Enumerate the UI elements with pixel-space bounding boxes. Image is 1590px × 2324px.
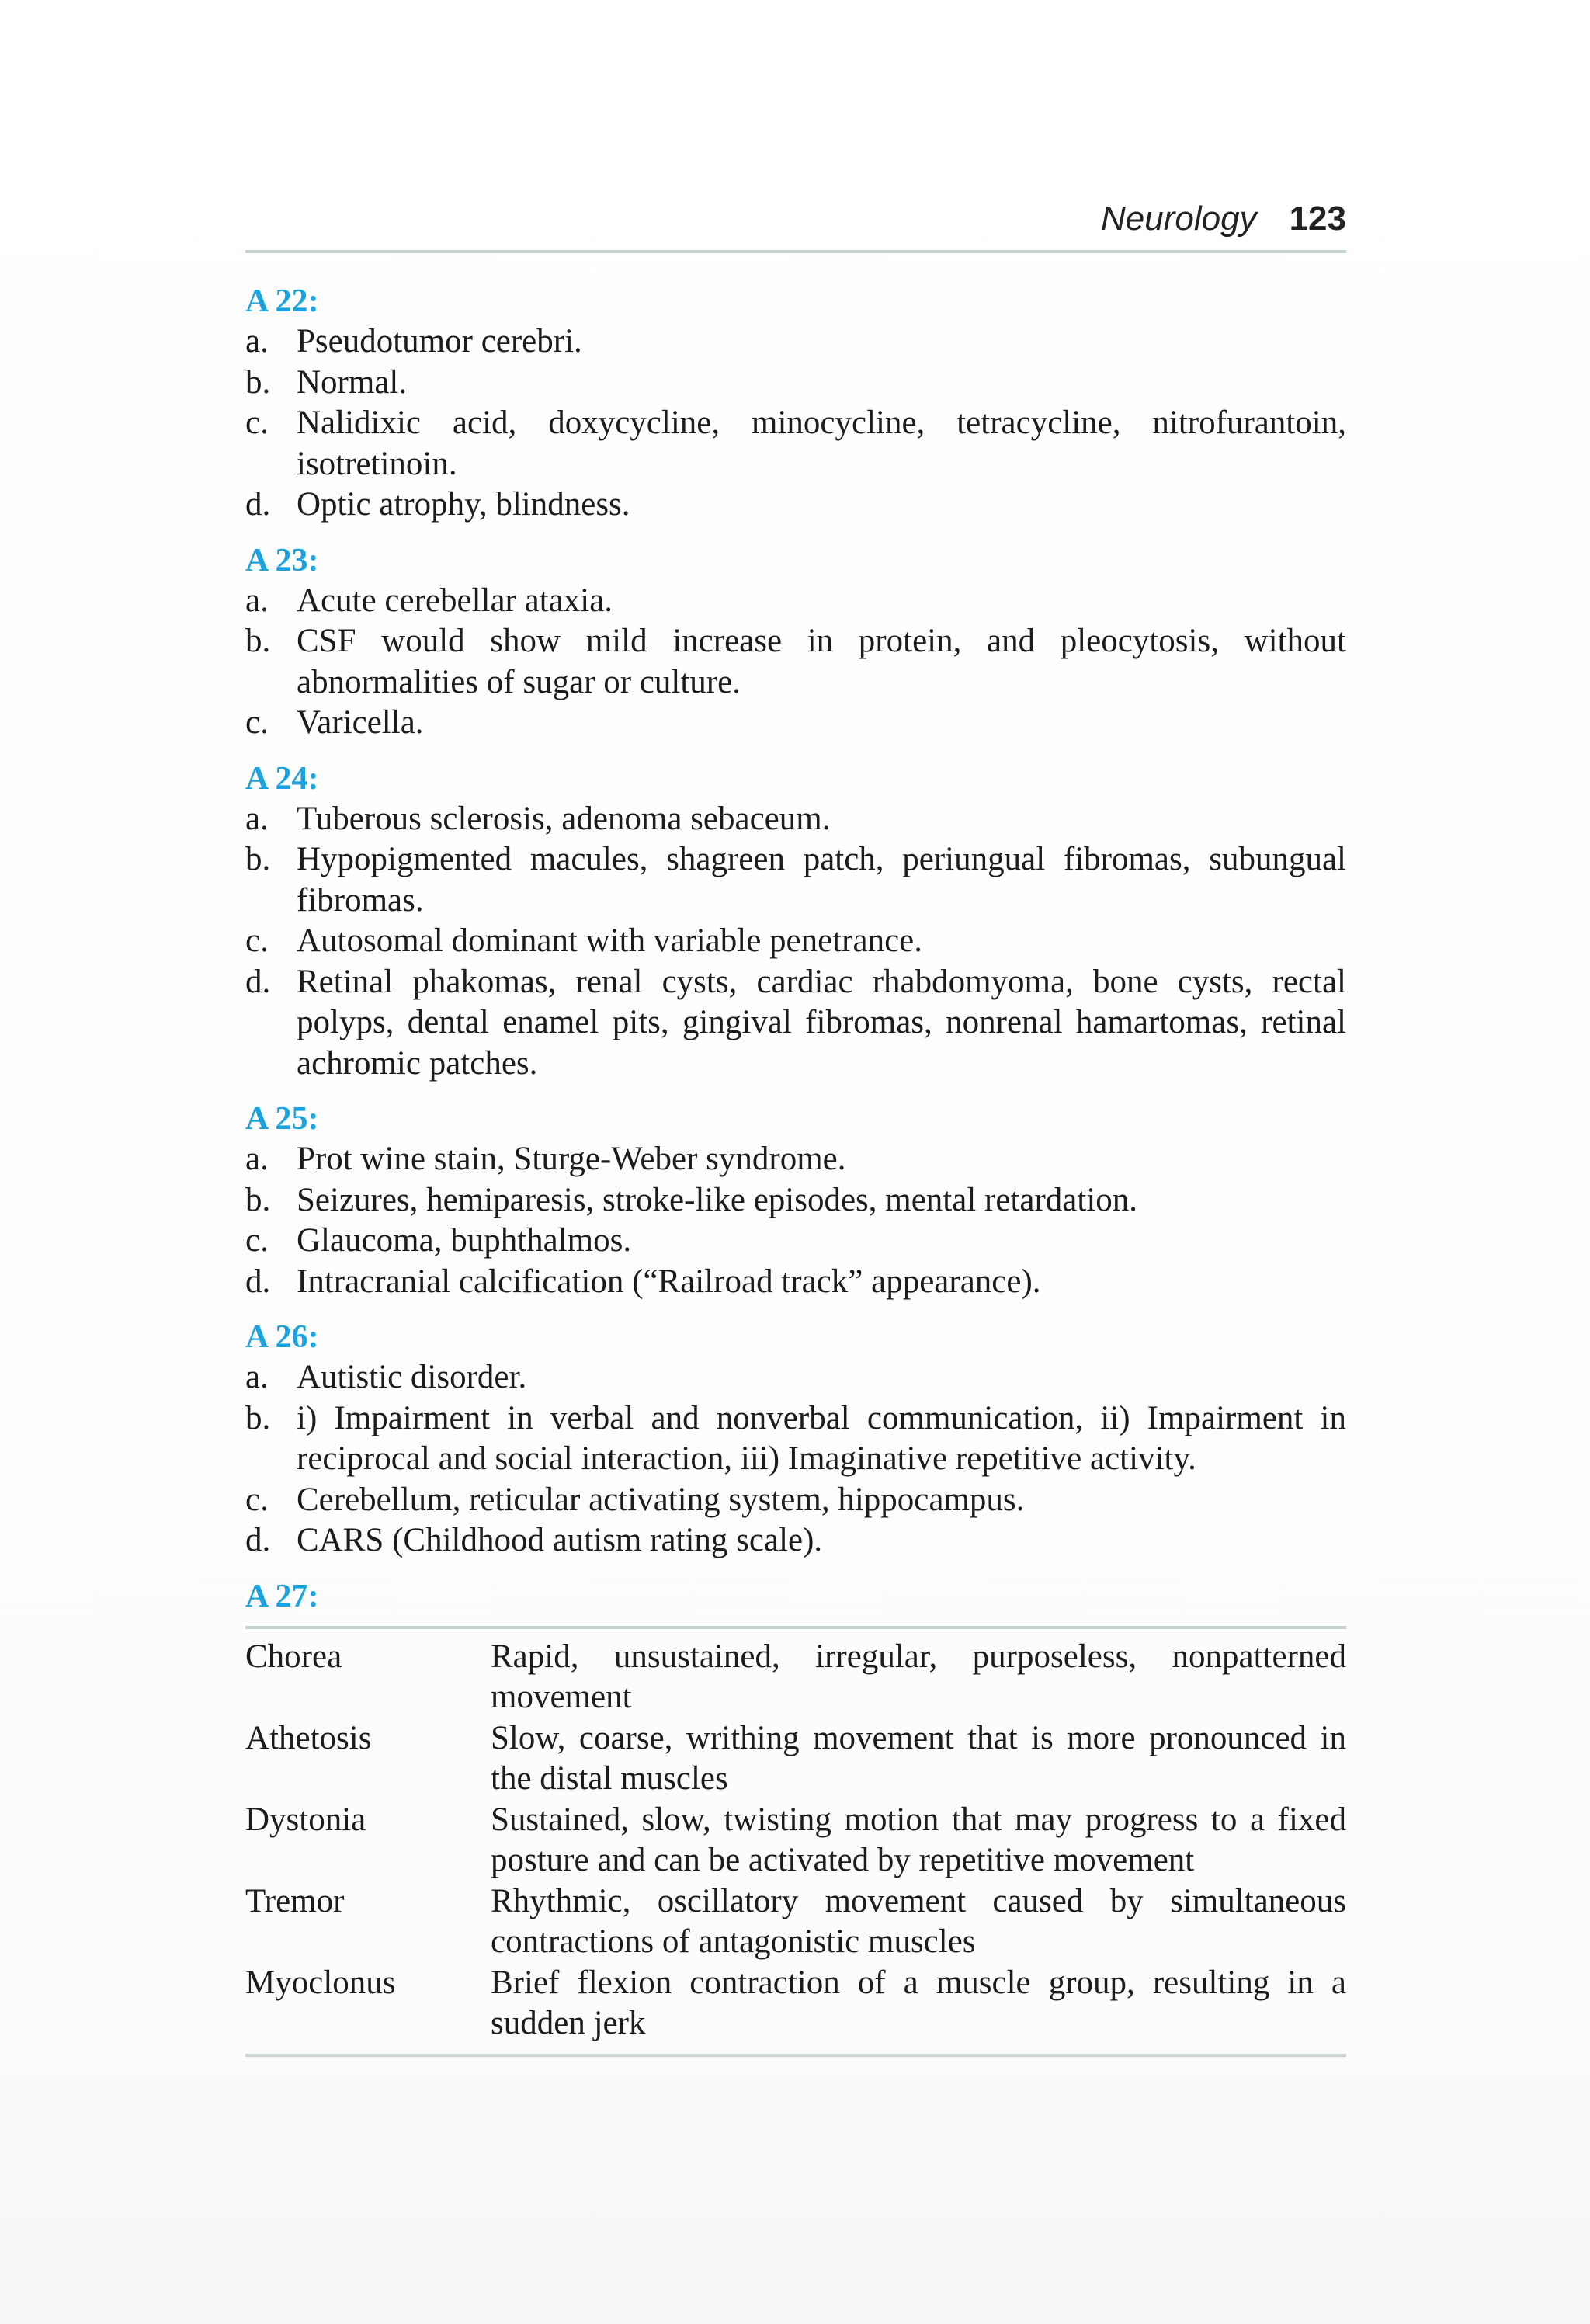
item-letter: c. bbox=[245, 704, 269, 741]
item-letter: c. bbox=[245, 1481, 269, 1518]
table-row bbox=[245, 1637, 1346, 1718]
answer-item bbox=[245, 703, 1346, 744]
table-term: Myoclonus bbox=[245, 1964, 396, 2001]
item-letter: d. bbox=[245, 486, 271, 523]
item-letter: d. bbox=[245, 963, 271, 1000]
item-text: Glaucoma, buphthalmos. bbox=[297, 1222, 632, 1259]
table-term: Athetosis bbox=[245, 1719, 372, 1756]
item-text: Autistic disorder. bbox=[297, 1359, 527, 1395]
header-rule bbox=[245, 250, 1346, 253]
item-text: Intracranial calcification (“Railroad track” appearance). bbox=[297, 1263, 1041, 1300]
item-text: CSF would show mild increase in protein, and pleocytosis, without abnormalities of sugar or culture. bbox=[297, 623, 1346, 700]
item-text: CARS (Childhood autism rating scale). bbox=[297, 1522, 823, 1558]
answer-section bbox=[245, 759, 1346, 1085]
table-row bbox=[245, 1881, 1346, 1963]
answer-section bbox=[245, 1317, 1346, 1561]
table-row bbox=[245, 1963, 1346, 2044]
answer-item bbox=[245, 485, 1346, 526]
table-description: Rapid, unsustained, irregular, purposeless, nonpatterned movement bbox=[491, 1638, 1346, 1715]
answer-section bbox=[245, 1099, 1346, 1302]
table-bottom-rule bbox=[245, 2054, 1346, 2057]
answer-item bbox=[245, 1480, 1346, 1521]
table-description: Brief flexion contraction of a muscle group, resulting in a sudden jerk bbox=[491, 1964, 1346, 2041]
item-text: Cerebellum, reticular activating system, hippocampus. bbox=[297, 1481, 1025, 1518]
table-description: Rhythmic, oscillatory movement caused by simultaneous contractions of antagonistic muscles bbox=[491, 1882, 1346, 1960]
page-number: 123 bbox=[1289, 200, 1346, 238]
table-term: Dystonia bbox=[245, 1801, 366, 1838]
answer-item bbox=[245, 321, 1346, 363]
answer-item bbox=[245, 621, 1346, 703]
answer-heading: A 25: bbox=[245, 1101, 319, 1137]
item-letter: c. bbox=[245, 1222, 269, 1259]
answer-item bbox=[245, 962, 1346, 1085]
item-text: Autosomal dominant with variable penetrance. bbox=[297, 922, 922, 959]
item-text: i) Impairment in verbal and nonverbal communication, ii) Impairment in reciprocal and social interaction, iii) Imaginative repetitive activity. bbox=[297, 1399, 1346, 1477]
item-letter: d. bbox=[245, 1263, 271, 1300]
answer-heading: A 23: bbox=[245, 542, 319, 578]
table-top-rule bbox=[245, 1626, 1346, 1629]
answer-item bbox=[245, 1520, 1346, 1561]
answer-item bbox=[245, 403, 1346, 485]
item-letter: b. bbox=[245, 1399, 271, 1436]
answer-heading: A 22: bbox=[245, 283, 319, 319]
item-text: Prot wine stain, Sturge-Weber syndrome. bbox=[297, 1141, 846, 1177]
answer-item bbox=[245, 1180, 1346, 1221]
answer-item bbox=[245, 1262, 1346, 1303]
table-row bbox=[245, 1718, 1346, 1800]
item-letter: c. bbox=[245, 405, 269, 441]
movement-disorders-section bbox=[245, 1576, 1346, 2057]
item-letter: a. bbox=[245, 1359, 269, 1395]
item-text: Hypopigmented macules, shagreen patch, periungual fibromas, subungual fibromas. bbox=[297, 841, 1346, 919]
table-description: Sustained, slow, twisting motion that may progress to a fixed posture and can be activated by repetitive movement bbox=[491, 1801, 1346, 1878]
table-term: Chorea bbox=[245, 1638, 342, 1675]
answer-item bbox=[245, 363, 1346, 404]
answer-item bbox=[245, 839, 1346, 921]
table-term: Tremor bbox=[245, 1882, 345, 1919]
item-text: Nalidixic acid, doxycycline, minocycline, tetracycline, nitrofurantoin, isotretinoin. bbox=[297, 405, 1346, 482]
item-letter: b. bbox=[245, 1181, 271, 1218]
answers-content bbox=[245, 281, 1346, 2072]
answer-item bbox=[245, 1398, 1346, 1480]
item-letter: c. bbox=[245, 922, 269, 959]
item-text: Normal. bbox=[297, 363, 408, 401]
item-letter: a. bbox=[245, 1141, 269, 1177]
answer-heading: A 24: bbox=[245, 760, 319, 797]
item-letter: b. bbox=[245, 841, 271, 877]
item-letter: a. bbox=[245, 323, 269, 360]
item-letter: d. bbox=[245, 1522, 271, 1558]
table-description: Slow, coarse, writhing movement that is more pronounced in the distal muscles bbox=[491, 1719, 1346, 1797]
item-text: Seizures, hemiparesis, stroke-like episodes, mental retardation. bbox=[297, 1181, 1138, 1218]
answer-item bbox=[245, 1139, 1346, 1180]
item-text: Acute cerebellar ataxia. bbox=[297, 582, 613, 619]
answer-item bbox=[245, 1357, 1346, 1398]
answer-section bbox=[245, 281, 1346, 526]
answer-item bbox=[245, 1221, 1346, 1262]
chapter-title: Neurology bbox=[1101, 200, 1257, 238]
answer-heading: A 26: bbox=[245, 1319, 319, 1355]
answer-heading: A 27: bbox=[245, 1578, 319, 1614]
item-letter: b. bbox=[245, 623, 271, 659]
item-text: Tuberous sclerosis, adenoma sebaceum. bbox=[297, 800, 831, 837]
item-letter: a. bbox=[245, 800, 269, 837]
running-header bbox=[245, 196, 1346, 242]
item-letter: b. bbox=[245, 363, 271, 401]
answer-section bbox=[245, 540, 1346, 744]
item-text: Pseudotumor cerebri. bbox=[297, 323, 582, 360]
answer-item bbox=[245, 581, 1346, 622]
item-text: Retinal phakomas, renal cysts, cardiac rhabdomyoma, bone cysts, rectal polyps, dental enamel pits, gingival fibromas, nonrenal hamartomas, retinal achromic patches. bbox=[297, 963, 1346, 1082]
item-text: Optic atrophy, blindness. bbox=[297, 486, 630, 523]
item-text: Varicella. bbox=[297, 704, 424, 741]
answer-item bbox=[245, 921, 1346, 962]
answer-item bbox=[245, 799, 1346, 840]
table-row bbox=[245, 1800, 1346, 1881]
item-letter: a. bbox=[245, 582, 269, 619]
